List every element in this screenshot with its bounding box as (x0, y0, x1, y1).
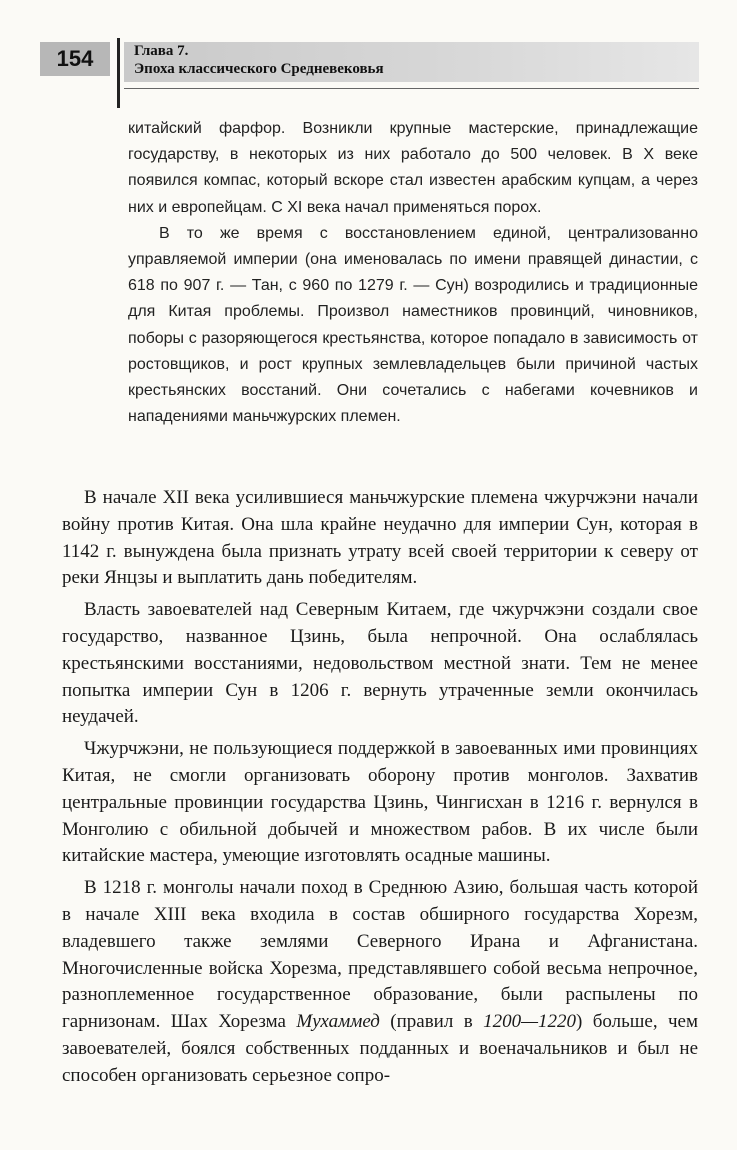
main-text-block (62, 485, 698, 1095)
person-name: Мухаммед (296, 1011, 380, 1033)
body-text-run: В 1218 г. монголы начали поход в Среднюю Азию, большая часть которой в начале XIII века входила в состав обширного государства Хорезм, владевшего также землями Северного Ирана и Афганистана. Многочисленные войска Хорезма, представлявшего собой весьма непрочное, разноплеменное государственное образование, были распылены по гарнизонам. Шах Хорезма (62, 877, 698, 1033)
body-paragraph: Чжурчжэни, не пользующиеся поддержкой в завоеванных ими провинциях Китая, не смогли организовать оборону против монголов. Захватив центральные провинции государства Цзинь, Чингисхан в 1216 г. вернулся в Монголию с обильной добычей и множеством рабов. В их числе были китайские мастера, умеющие изготовлять осадные машины. (62, 738, 698, 867)
sidebar-paragraph: китайский фарфор. Возникли крупные мастерские, принадлежащие государству, в некоторых из них работало до 500 человек. В X веке появился компас, который вскоре стал известен арабским купцам, а через них и европейцам. С XI века начал применяться порох. (128, 120, 698, 216)
body-paragraph (62, 875, 698, 1089)
chapter-label: Глава 7. (134, 43, 189, 59)
body-paragraph: В начале XII века усилившиеся маньчжурские племена чжурчжэни начали войну против Китая. Она шла крайне неудачно для империи Сун, которая в 1142 г. вынуждена была признать утрату всей своей территории к северу от реки Янцзы и выплатить дань победителям. (62, 487, 698, 589)
reign-years: 1200—1220 (483, 1011, 576, 1033)
sidebar-text-block (128, 116, 698, 430)
page-number: 154 (40, 42, 110, 76)
header-vertical-rule (117, 38, 120, 108)
body-text-run: ) больше, чем завоевателей, боялся собственных подданных и военачальников и был не способен организовать серьезное сопро- (62, 1011, 699, 1086)
chapter-title: Эпоха классического Средневековья (134, 61, 384, 77)
body-paragraph: Власть завоевателей над Северным Китаем, где чжурчжэни создали свое государство, названное Цзинь, была непрочной. Она ослаблялась крестьянскими восстаниями, недовольством местной знати. Тем не менее попытка империи Сун в 1206 г. вернуть утраченные земли окончилась неудачей. (62, 599, 698, 728)
header-horizontal-rule (124, 88, 699, 89)
sidebar-paragraph: В то же время с восстановлением единой, централизованно управляемой империи (она именовалась по имени правящей династии, с 618 по 907 г. — Тан, с 960 по 1279 г. — Сун) возродились и традиционные для Китая проблемы. Произвол наместников провинций, чиновников, поборы с разоряющегося крестьянства, которое попадало в зависимость от ростовщиков, и рост крупных землевладельцев были причиной частых крестьянских восстаний. Они сочетались с набегами кочевников и нападениями маньчжурских племен. (128, 224, 698, 426)
body-text-run: (правил в (379, 1011, 484, 1033)
